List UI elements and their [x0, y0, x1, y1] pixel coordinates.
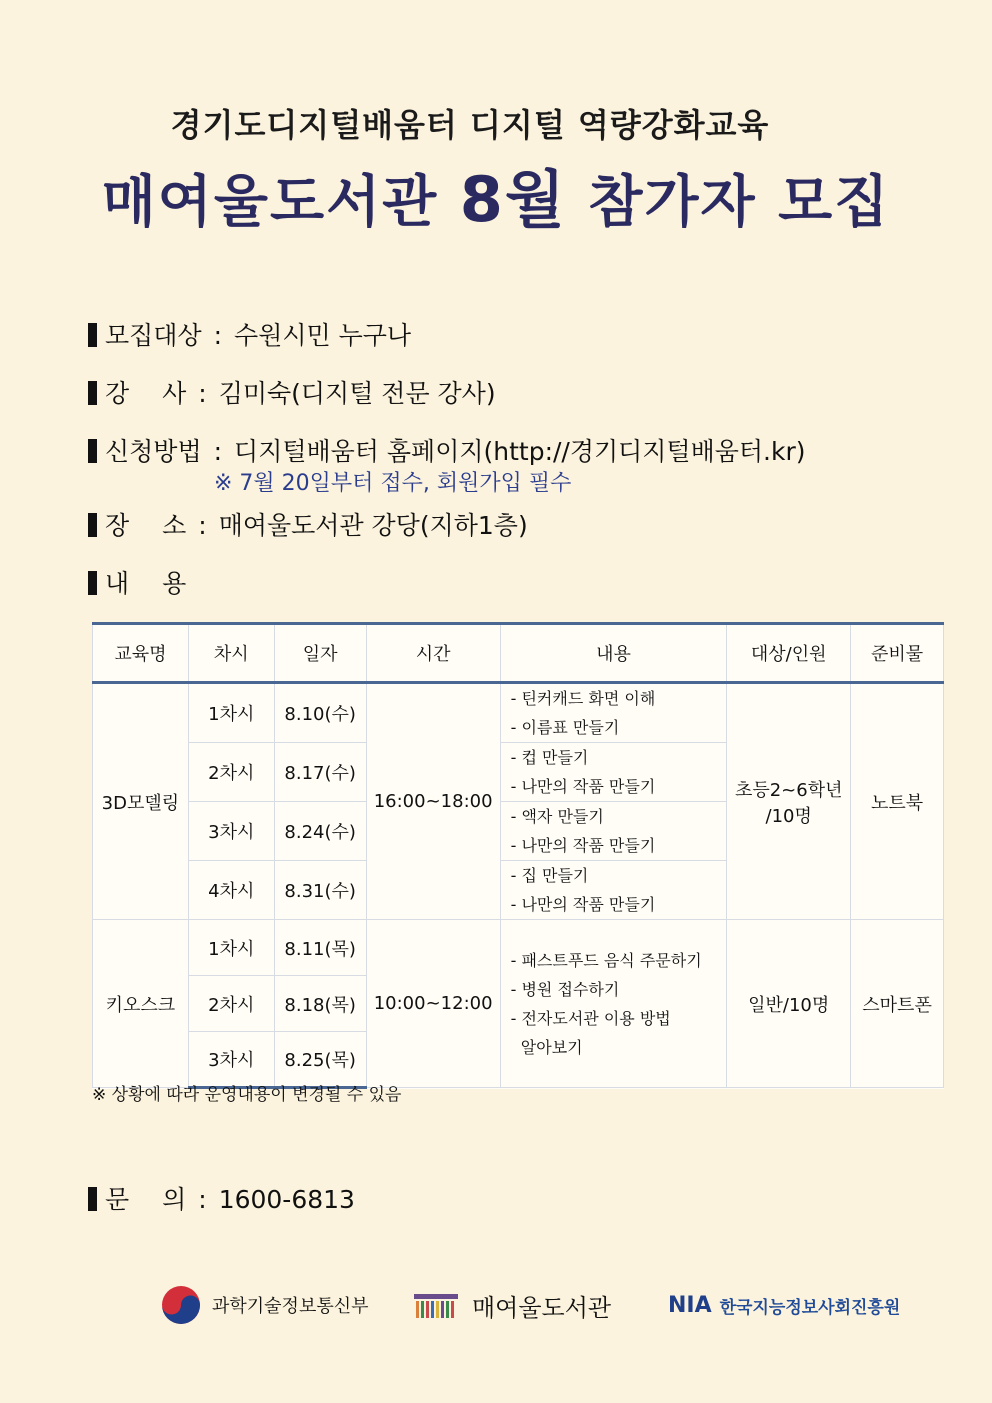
colon: :: [198, 379, 207, 408]
target-label: 모집대상: [105, 321, 202, 350]
colon: :: [198, 511, 207, 540]
session-content: [500, 802, 727, 861]
content-item: - 나만의 작품 만들기: [510, 895, 656, 914]
target-line: 초등2~6학년: [734, 779, 843, 801]
session-content: [500, 920, 727, 1088]
target-value: 수원시민 누구나: [234, 321, 412, 350]
content-item: 알아보기: [510, 1037, 583, 1057]
session-date: 8.11(목): [274, 920, 366, 976]
course-name: 3D모델링: [93, 683, 189, 920]
session-no: 1차시: [188, 683, 274, 743]
content-item: - 전자도서관 이용 방법: [510, 1008, 671, 1028]
info-place: [88, 506, 528, 542]
page-title: [0, 150, 992, 239]
instructor-value: 김미숙(디지털 전문 강사): [218, 379, 496, 408]
bullet-bar: [88, 1187, 97, 1211]
bullet-bar: [88, 571, 97, 595]
taegeuk-icon: [160, 1284, 202, 1326]
table-row: [93, 683, 944, 743]
library-icon: [410, 1290, 462, 1320]
course-time: 10:00~12:00: [366, 920, 500, 1088]
apply-label: 신청방법: [105, 437, 202, 466]
session-no: 2차시: [188, 976, 274, 1032]
nia-mark: NIA: [668, 1292, 712, 1318]
colon: :: [198, 1185, 207, 1214]
library-name: 매여울도서관: [472, 1293, 612, 1322]
schedule-table: [92, 622, 944, 1089]
session-date: 8.17(수): [274, 743, 366, 802]
content-item: - 컵 만들기: [510, 748, 589, 767]
contact-label: 문 의: [105, 1185, 187, 1214]
table-header-row: [93, 624, 944, 683]
footer-logos: [0, 1280, 992, 1330]
title-month: 8월: [459, 163, 567, 236]
session-no: 1차시: [188, 920, 274, 976]
content-item: - 액자 만들기: [510, 807, 604, 826]
info-target: [88, 316, 411, 352]
course-material: 노트북: [851, 683, 944, 920]
header-course: 교육명: [93, 624, 189, 683]
header-time: 시간: [366, 624, 500, 683]
session-content: [500, 861, 727, 920]
session-content: [500, 683, 727, 743]
session-content: [500, 743, 727, 802]
session-date: 8.18(목): [274, 976, 366, 1032]
course-material: 스마트폰: [851, 920, 944, 1088]
apply-note: ※ 7월 20일부터 접수, 회원가입 필수: [214, 471, 572, 496]
header-content: 내용: [500, 624, 727, 683]
info-contact: [88, 1180, 355, 1216]
content-item: - 병원 접수하기: [510, 979, 620, 999]
session-date: 8.31(수): [274, 861, 366, 920]
header-target: 대상/인원: [727, 624, 851, 683]
session-no: 2차시: [188, 743, 274, 802]
content-item: - 이름표 만들기: [510, 718, 620, 737]
apply-value: 디지털배움터 홈페이지(http://경기디지털배움터.kr): [234, 437, 806, 466]
course-name: 키오스크: [93, 920, 189, 1088]
msit-logo: [160, 1280, 369, 1330]
info-apply: [88, 432, 806, 468]
subtitle: 경기도디지털배움터 디지털 역량강화교육: [170, 106, 770, 144]
header-session: 차시: [188, 624, 274, 683]
content-item: - 집 만들기: [510, 866, 589, 885]
colon: :: [213, 437, 223, 466]
instructor-label: 강 사: [105, 379, 187, 408]
session-date: 8.24(수): [274, 802, 366, 861]
header-date: 일자: [274, 624, 366, 683]
colon: :: [213, 321, 223, 350]
msit-name: 과학기술정보통신부: [212, 1296, 369, 1317]
content-item: - 틴커캐드 화면 이해: [510, 689, 656, 708]
title-prefix: 매여울도서관: [101, 170, 439, 235]
place-label: 장 소: [105, 511, 187, 540]
nia-name: 한국지능정보사회진흥원: [719, 1297, 901, 1318]
session-date: 8.10(수): [274, 683, 366, 743]
bullet-bar: [88, 323, 97, 347]
bullet-bar: [88, 513, 97, 537]
content-label: 내 용: [105, 569, 187, 598]
content-item: - 나만의 작품 만들기: [510, 777, 656, 796]
content-item: - 패스트푸드 음식 주문하기: [510, 950, 702, 970]
course-time: 16:00~18:00: [366, 683, 500, 920]
library-logo: [410, 1280, 611, 1330]
target-line: /10명: [765, 805, 812, 827]
contact-value: 1600-6813: [218, 1185, 355, 1214]
course-target: 일반/10명: [727, 920, 851, 1088]
nia-logo: [668, 1280, 900, 1330]
bullet-bar: [88, 439, 97, 463]
place-value: 매여울도서관 강당(지하1층): [218, 511, 528, 540]
session-no: 3차시: [188, 1032, 274, 1088]
table-footnote: ※ 상황에 따라 운영내용이 변경될 수 있음: [92, 1085, 402, 1105]
session-no: 4차시: [188, 861, 274, 920]
session-date: 8.25(목): [274, 1032, 366, 1088]
info-content: [88, 564, 186, 600]
course-target: [727, 683, 851, 920]
content-item: - 나만의 작품 만들기: [510, 836, 656, 855]
bullet-bar: [88, 381, 97, 405]
header-material: 준비물: [851, 624, 944, 683]
title-suffix: 참가자 모집: [588, 170, 891, 235]
session-no: 3차시: [188, 802, 274, 861]
table-row: [93, 920, 944, 976]
info-instructor: [88, 374, 496, 410]
